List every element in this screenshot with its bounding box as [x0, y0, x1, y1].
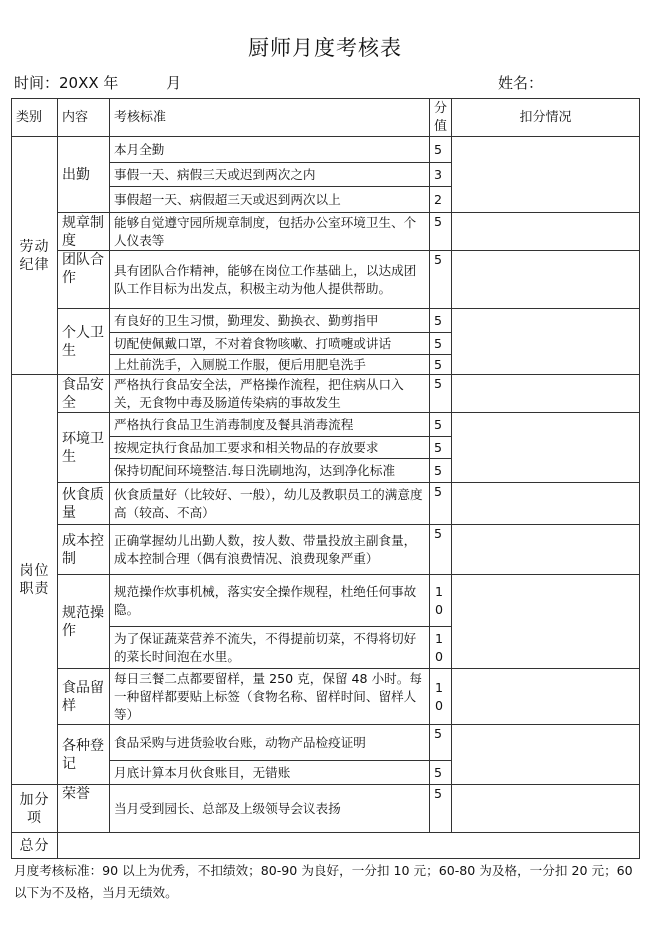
- assessment-criteria-note: 月度考核标准：90 以上为优秀，不扣绩效；80-90 为良好，一分扣 10 元；60-80 为及格，一分扣 20 元；60 以下为不及格，当月无绩效。: [14, 863, 633, 900]
- item-personal-hygiene: 个人卫生: [58, 309, 110, 375]
- table-row: [12, 483, 640, 525]
- score-value: 5: [430, 785, 452, 833]
- score-value: 3: [430, 163, 452, 187]
- deduction-cell[interactable]: [452, 575, 640, 669]
- table-row: [12, 525, 640, 575]
- score-value: 10: [430, 627, 452, 669]
- standard-text: 每日三餐二点都要留样，量 250 克，保留 48 小时。每一种留样都要贴上标签（食物名称、留样时间、留样人等）: [110, 669, 430, 725]
- item-honor: 荣誉: [58, 785, 110, 833]
- item-rules: 规章制度: [58, 213, 110, 251]
- deduction-cell[interactable]: [452, 525, 640, 575]
- header-score: 分值: [430, 99, 452, 137]
- score-value: 5: [430, 413, 452, 437]
- time-field: 时间：20XX 年 月: [14, 74, 182, 92]
- table-row: [12, 669, 640, 725]
- table-row: [12, 137, 640, 163]
- item-meal-quality: 伙食质量: [58, 483, 110, 525]
- score-value: 2: [430, 187, 452, 213]
- deduction-cell[interactable]: [452, 413, 640, 483]
- standard-text: 本月全勤: [110, 137, 430, 163]
- table-row: [12, 785, 640, 833]
- standard-text: 当月受到园长、总部及上级领导会议表扬: [110, 785, 430, 833]
- score-value: 5: [430, 483, 452, 525]
- table-header-row: [12, 99, 640, 137]
- total-row: [12, 833, 640, 859]
- standard-text: 为了保证蔬菜营养不流失，不得提前切菜，不得将切好的菜长时间泡在水里。: [110, 627, 430, 669]
- score-value: 10: [430, 575, 452, 627]
- item-environment-hygiene: 环境卫生: [58, 413, 110, 483]
- standard-text: 严格执行食品卫生消毒制度及餐具消毒流程: [110, 413, 430, 437]
- item-food-safety: 食品安全: [58, 375, 110, 413]
- item-cost-control: 成本控制: [58, 525, 110, 575]
- score-value: 10: [430, 669, 452, 725]
- item-attendance: 出勤: [58, 137, 110, 213]
- standard-text: 能够自觉遵守园所规章制度，包括办公室环境卫生、个人仪表等: [110, 213, 430, 251]
- category-labor: 劳动纪律: [12, 137, 58, 375]
- score-value: 5: [430, 213, 452, 251]
- standard-text: 正确掌握幼儿出勤人数，按人数、带量投放主副食量，成本控制合理（偶有浪费情况、浪费现象严重）: [110, 525, 430, 575]
- score-value: 5: [430, 375, 452, 413]
- deduction-cell[interactable]: [452, 725, 640, 785]
- score-value: 5: [430, 725, 452, 761]
- total-label: 总分: [12, 833, 58, 859]
- category-bonus: 加分项: [12, 785, 58, 833]
- score-value: 5: [430, 525, 452, 575]
- assessment-table: [11, 98, 640, 859]
- deduction-cell[interactable]: [452, 251, 640, 309]
- standard-text: 食品采购与进货验收台账，动物产品检疫证明: [110, 725, 430, 761]
- standard-text: 按规定执行食品加工要求和相关物品的存放要求: [110, 437, 430, 459]
- total-value-cell[interactable]: [58, 833, 640, 859]
- score-value: 5: [430, 761, 452, 785]
- score-value: 5: [430, 137, 452, 163]
- table-row: [12, 213, 640, 251]
- standard-text: 伙食质量好（比较好、一般），幼儿及教职员工的满意度高（较高、不高）: [110, 483, 430, 525]
- deduction-cell[interactable]: [452, 309, 640, 375]
- item-registration: 各种登记: [58, 725, 110, 785]
- table-row: [12, 725, 640, 761]
- table-row: [12, 413, 640, 437]
- score-value: 5: [430, 309, 452, 333]
- standard-text: 上灶前洗手，入厕脱工作服，便后用肥皂洗手: [110, 355, 430, 375]
- table-row: [12, 575, 640, 627]
- table-row: [12, 251, 640, 309]
- deduction-cell[interactable]: [452, 483, 640, 525]
- deduction-cell[interactable]: [452, 375, 640, 413]
- page-title: 厨师月度考核表: [248, 36, 402, 60]
- score-value: 5: [430, 459, 452, 483]
- item-food-sample: 食品留样: [58, 669, 110, 725]
- category-post: 岗位职责: [12, 375, 58, 785]
- score-value: 5: [430, 333, 452, 355]
- header-content: 内容: [58, 99, 110, 137]
- header-standard: 考核标准: [110, 99, 430, 137]
- standard-text: 规范操作炊事机械，落实安全操作规程，杜绝任何事故隐。: [110, 575, 430, 627]
- score-value: 5: [430, 355, 452, 375]
- deduction-cell[interactable]: [452, 785, 640, 833]
- standard-text: 月底计算本月伙食账目，无错账: [110, 761, 430, 785]
- score-value: 5: [430, 437, 452, 459]
- item-teamwork: 团队合作: [58, 251, 110, 309]
- item-standard-operation: 规范操作: [58, 575, 110, 669]
- header-category: 类别: [12, 99, 58, 137]
- standard-text: 事假一天、病假三天或迟到两次之内: [110, 163, 430, 187]
- deduction-cell[interactable]: [452, 213, 640, 251]
- standard-text: 有良好的卫生习惯，勤理发、勤换衣、勤剪指甲: [110, 309, 430, 333]
- standard-text: 具有团队合作精神，能够在岗位工作基础上，以达成团队工作目标为出发点，积极主动为他人提供帮助。: [110, 251, 430, 309]
- deduction-cell[interactable]: [452, 669, 640, 725]
- deduction-cell[interactable]: [452, 137, 640, 213]
- standard-text: 切配使佩戴口罩，不对着食物咳嗽、打喷嚏或讲话: [110, 333, 430, 355]
- header-deduction: 扣分情况: [452, 99, 640, 137]
- score-value: 5: [430, 251, 452, 309]
- standard-text: 保持切配间环境整洁.每日洗刷地沟，达到净化标准: [110, 459, 430, 483]
- standard-text: 严格执行食品安全法，严格操作流程，把住病从口入关，无食物中毒及肠道传染病的事故发生: [110, 375, 430, 413]
- table-row: [12, 375, 640, 413]
- name-field: 姓名：: [498, 74, 544, 92]
- table-row: [12, 309, 640, 333]
- standard-text: 事假超一天、病假超三天或迟到两次以上: [110, 187, 430, 213]
